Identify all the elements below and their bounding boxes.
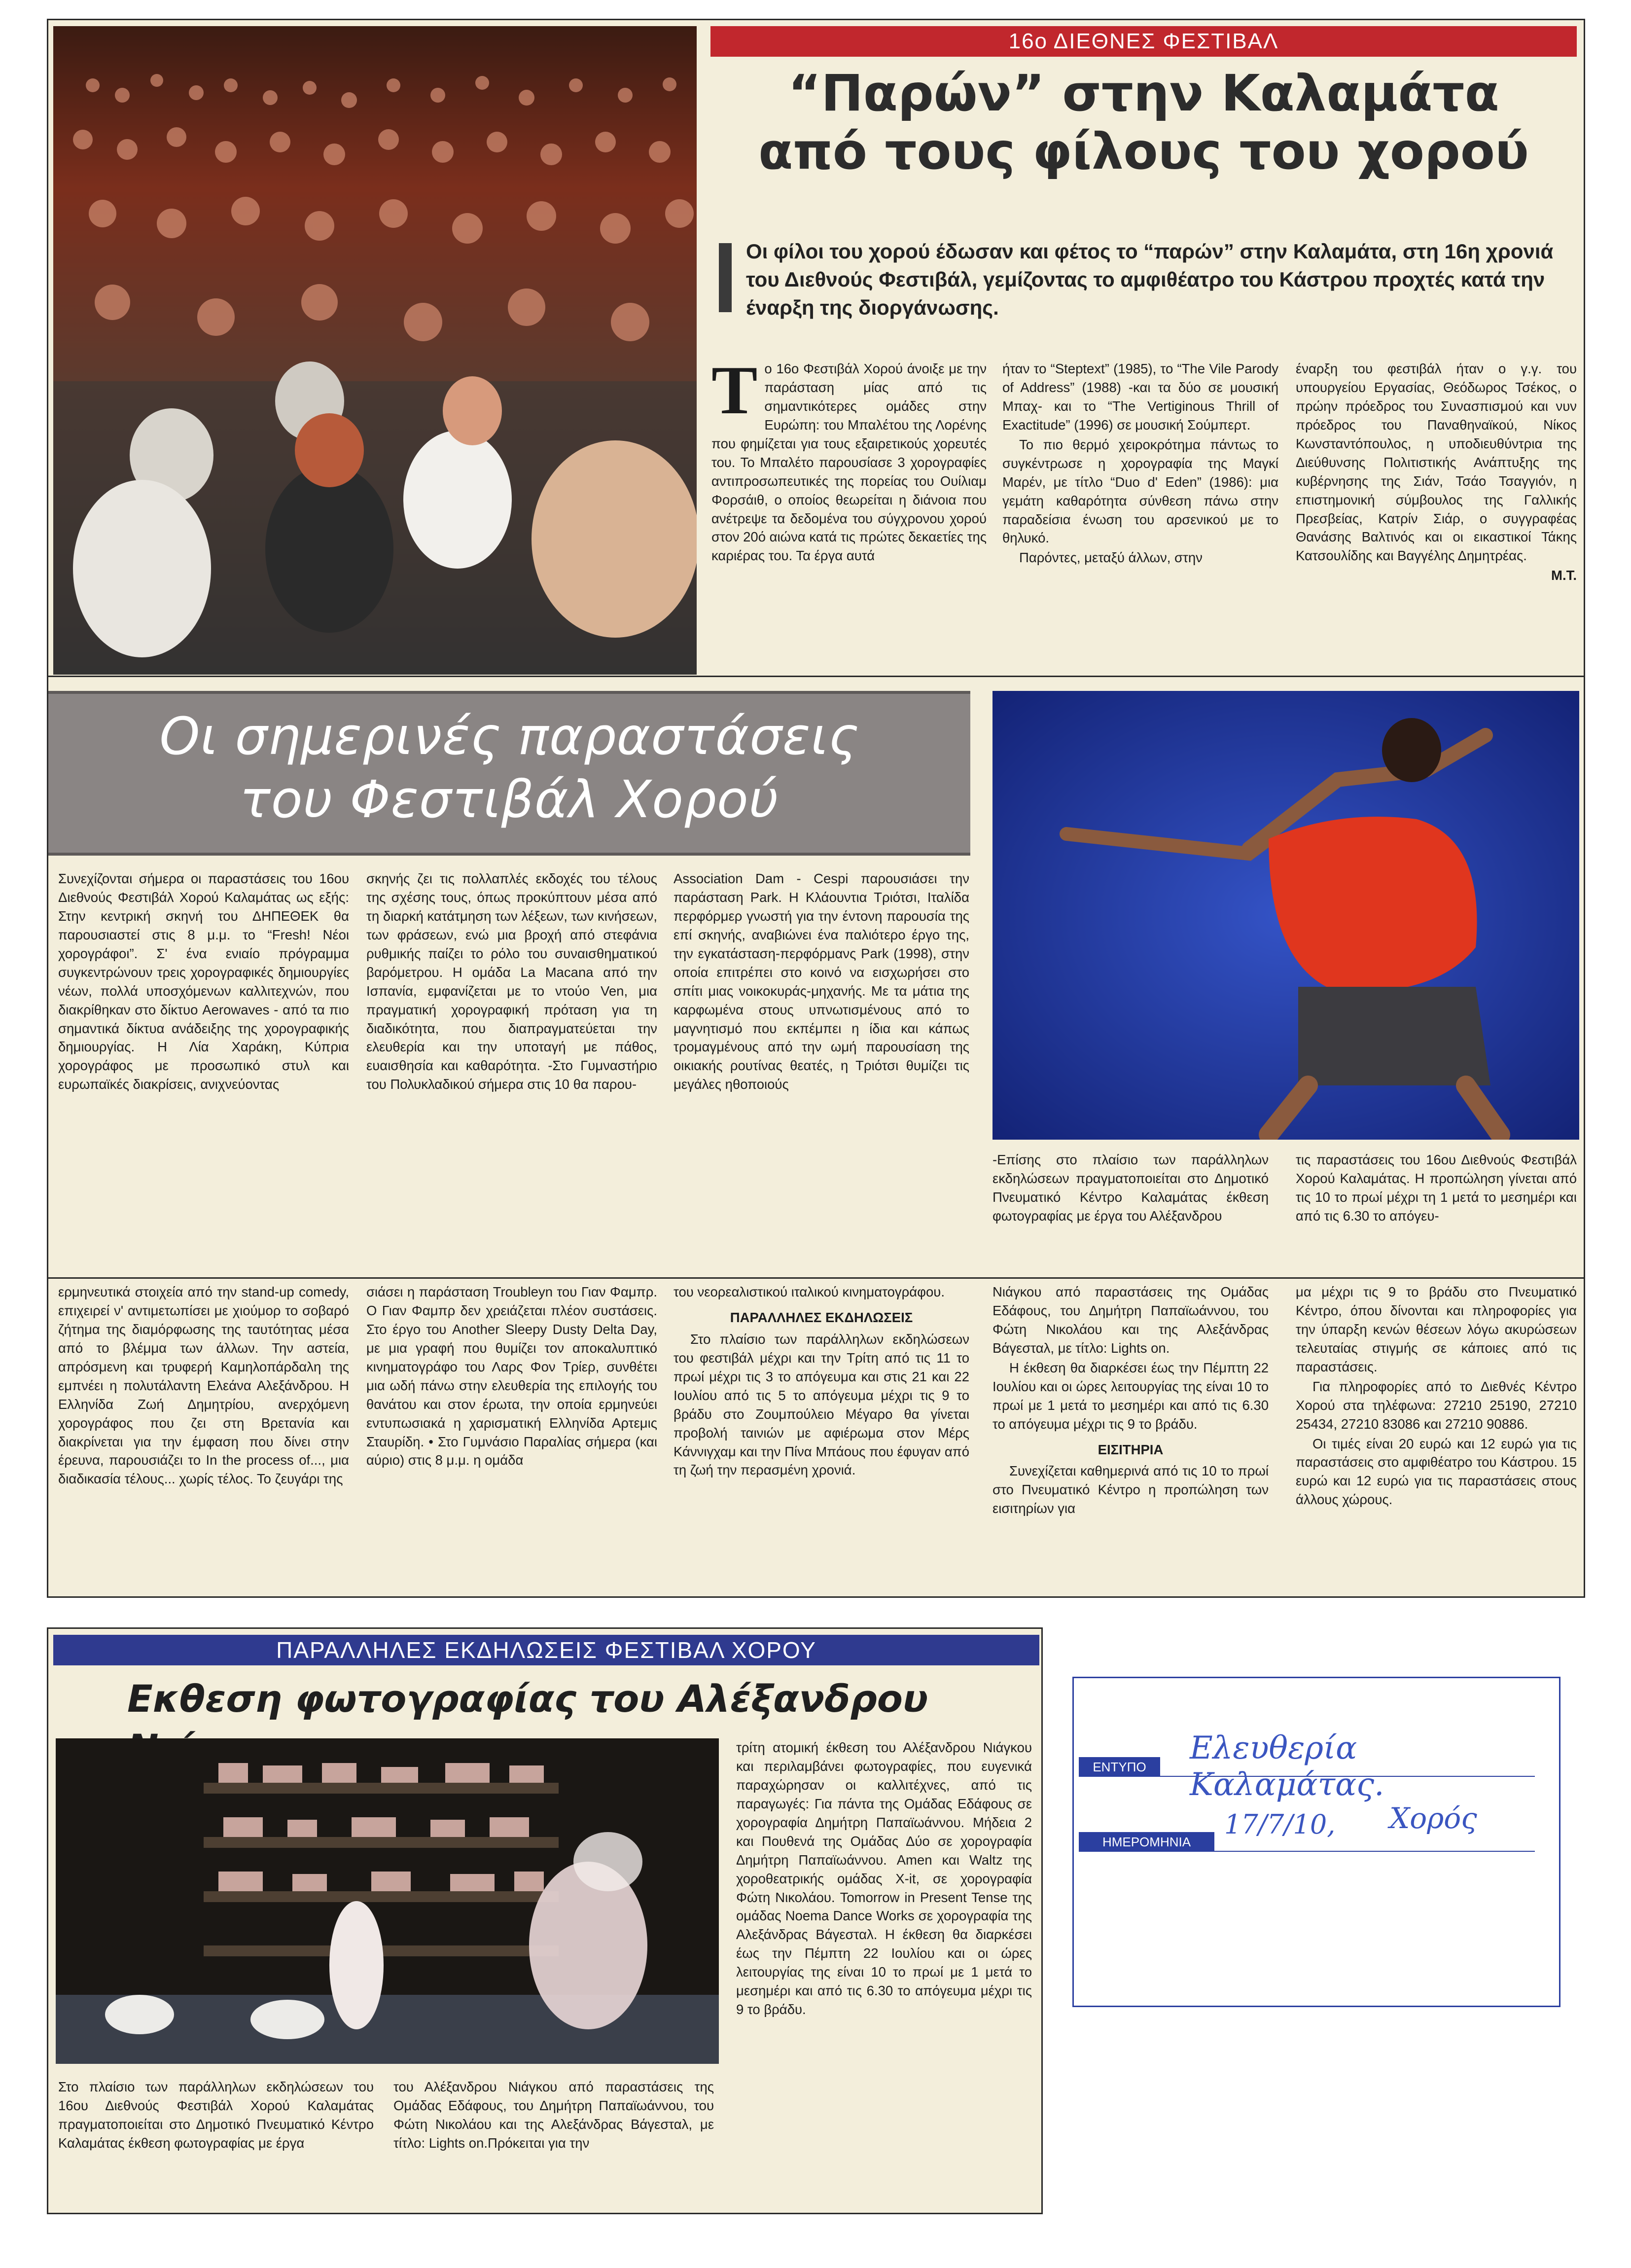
cont-col-3-heading: ΠΑΡΑΛΛΗΛΕΣ ΕΚΔΗΛΩΣΕΙΣ [730,1309,913,1325]
source-label-text: ΕΝΤΥΠΟ [1093,1760,1146,1774]
blue-band-text: ΠΑΡΑΛΛΗΛΕΣ ΕΚΔΗΛΩΣΕΙΣ ΦΕΣΤΙΒΑΛ ΧΟΡΟΥ [276,1637,816,1663]
gray-headline-line-1: Οι σημερινές παραστάσεις [159,706,859,766]
bottom-col-1 [58,2078,374,2206]
gray-headline-box [48,691,970,856]
cont-col-3-p1: του νεορεαλιστικού ιταλικού κινηματογράφου. [674,1284,945,1299]
mid-col-1-text: Συνεχίζονται σήμερα οι παραστάσεις του 16ου Διεθνούς Φεστιβάλ Χορού Καλαμάτας ως εξής: Στην κεντρική σκηνή του ΔΗΠΕΘΕΚ θα παρουσιαστεί στις 8 μ.μ. το “Fresh! Νέοι χορογράφοι”. Σ' ένα ενιαίο πρόγραμμα συγκεντρώνουν τρεις χορογραφικές δημιουργίες νέων, πολλά υποσχόμενων καλλιτεχνών, που διακρίθηκαν στο δίκτυο Aerowaves - από τα πιο σημαντικά δίκτυα ανάδειξης της χορογραφικής δημιουργίας. Η Λία Χαράκη, Κύπρια χορογράφος με προσωπικό στυλ και ευρωπαϊκές διακρίσεις, ανιχνεύοντας [58,871,349,1092]
stage-photo [56,1738,719,2064]
top-col-2-p2: Το πιο θερμό χειροκρότημα πάντως το συγκέντρωσε η χορογραφία της Μαγκί Μαρέν, με τίτλο “Duo d' Eden” (1986): μια γεμάτη καθαρότητα σύνθεση πάνω στην παραδείσια ένωση του αρσενικού με το θηλυκό. [1002,436,1278,546]
date-line [1214,1851,1535,1852]
dropcap: Τ [711,360,758,429]
top-col-3-text: έναρξη του φεστιβάλ ήταν ο γ.γ. του υπουργείου Εργασίας, Θεόδωρος Τσέκος, ο πρώην πρόεδρος του Συνασπισμού και νυν πρόεδρος του Παναθηναϊκού, Νίκος Κωνσταντόπουλος, η υποδιευθύντρια της Διεύθυνσης Πολιτιστικής Ανάπτυξης της κυβέρνησης της Σιάν, Τσάο Τσαγγιόν, η επιστημονική σύμβουλος της Γαλλικής Πρεσβείας, Κατρίν Σιάρ, ο συγγραφέας Θανάσης Βαλτινός και οι εικαστικοί Τάκης Κατσουλίδης και Βαγγέλης Δημητρέας. [1296,361,1577,564]
cont-col-5-p1: μα μέχρι τις 9 το βράδυ στο Πνευματικό Κέντρο, όπου δίνονται και πληροφορίες για την ύπαρξη κενών θέσεων λόγω ακυρώσεων τελευταίας στιγμής σε κάποιες από τις παραστάσεις. [1296,1284,1577,1374]
bottom-col-2 [393,2078,714,2206]
top-clipping [47,19,1585,692]
top-col-1 [711,360,987,680]
dancer-photo [993,691,1579,1140]
mid-col-2 [366,869,657,1291]
top-col-2-p1: ήταν το “Steptext” (1985), το “The Vile Parody of Address” (1988) -και τα δύο σε μουσική Μπαχ- και το “The Vertiginous Thrill of Exactitude” (1996) σε μουσική Σούμπερτ. [1002,361,1278,432]
cont-col-5-p2: Για πληροφορίες από το Διεθνές Κέντρο Χορού στα τηλέφωνα: 27210 25190, 27210 25434, 27210 83086 και 27210 90886. [1296,1378,1577,1432]
source-label [1079,1757,1160,1777]
mid-col-3 [674,869,969,1291]
continuation-clipping [47,1277,1585,1598]
signature: Μ.Τ. [1551,568,1577,583]
clipping-label [1072,1677,1560,2007]
top-col-2 [1002,360,1278,680]
cont-col-4-p2: Η έκθεση θα διαρκέσει έως την Πέμπτη 22 Ιουλίου και οι ώρες λειτουργίας της είναι 10 το πρωί με 1 μετά το μεσημέρι και από τις 6.30 το απόγευμα μέχρι τις 9 το βράδυ. [993,1360,1269,1432]
blue-band [53,1635,1039,1665]
cont-col-4-p1: Νιάγκου από παραστάσεις της Ομάδας Εδάφους, του Δημήτρη Παπαϊωάννου, του Φώτη Νικολάου και της Αλεξάνδρας Βάγεσταλ, με τίτλο: Lights on. [993,1284,1269,1356]
topic-value: Χορός [1389,1801,1477,1835]
bottom-col-1-text: Στο πλαίσιο των παράλληλων εκδηλώσεων του 16ου Διεθνούς Φεστιβάλ Χορού Καλαμάτας πραγματοποιείται στο Δημοτικό Πνευματικό Κέντρο Καλαμάτας έκθεση φωτογραφίας με έργα [58,2079,374,2151]
cont-col-3 [674,1283,969,1593]
date-value: 17/7/10, [1224,1809,1336,1840]
mid-col-2-text: σκηνής ζει τις πολλαπλές εκδοχές του τέλους της σχέσης τους, όπως προκύπτουν μέσα από τη διαρκή κατάτμηση των λέξεων, των κινήσεων, των φράσεων, ενώ μια βροχή από στεφάνια ρυθμικής παίζει το ρόλο του συναισθηματικού βαρόμετρου. Η ομάδα La Macana από την Ισπανία, εμφανίζεται με το ντούο Ven, μια πραγματική χορογραφική πρόταση για τη διαδικότητα, που διαπραγματεύεται την ελευθερία και την υποταγή με πάθος, ευαισθησία και καθαρότητα. -Στο Γυμναστήριο του Πολυκλαδικού σήμερα στις 10 θα παρου- [366,871,657,1092]
top-col-2-p3: Παρόντες, μεταξύ άλλων, στην [1019,550,1203,566]
date-label-text: ΗΜΕΡΟΜΗΝΙΑ [1102,1835,1191,1849]
mid-col-5-text: τις παραστάσεις του 16ου Διεθνούς Φεστιβάλ Χορού Καλαμάτας. Η προπώληση γίνεται από τις 10 το πρωί μέχρι τη 1 μετά το μεσημέρι και από τις 6.30 το απόγευ- [1296,1152,1577,1224]
headline-line-2: από τους φίλους του χορού [758,122,1529,181]
mid-col-4 [993,1151,1269,1294]
gray-headline-line-2: του Φεστιβάλ Χορού [240,769,779,829]
mid-col-1 [58,869,349,1291]
lead-bar [719,243,732,312]
date-label [1079,1832,1214,1852]
mid-col-5 [1296,1151,1577,1294]
top-col-3 [1296,360,1577,680]
cont-col-4 [993,1283,1269,1593]
headline-line-1: “Παρών” στην Καλαμάτα [788,64,1499,123]
bottom-right-col-text: τρίτη ατομική έκθεση του Αλέξανδρου Νιάγκου και περιλαμβάνει φωτογραφίες, που ευγενικά παραχώρησαν οι καλλιτέχνες, από τις παραγωγές: Για πάντα της Ομάδας Εδάφους σε χορογραφία Δημήτρη Παπαϊωάννου. Μήδεια 2 και Πουθενά της Ομάδας Δύο σε χορογραφία Δημήτρη Παπαϊωάννου. Amen και Waltz της χοροθεατρικής ομάδας X-it, σε χορογραφία Φώτη Νικολάου. Tomorrow in Present Tense της ομάδας Noema Dance Works σε χορογραφία της Αλεξάνδρας Βάγεσταλ. Η έκθεση θα διαρκέσει έως την Πέμπτη 22 Ιουλίου και οι ώρες λειτουργίας της είναι 10 το πρωί με 1 μετά το μεσημέρι και από τις 6.30 το απόγευμα μέχρι τις 9 το βράδυ. [736,1740,1032,2017]
kicker-bar [710,26,1577,57]
lead-paragraph: Οι φίλοι του χορού έδωσαν και φέτος το “παρών” στην Καλαμάτα, στη 16η χρονιά του Διεθνούς Φεστιβάλ, γεμίζοντας το αμφιθέατρο του Κάστρου προχτές κατά την έναρξη της διοργάνωσης. [746,240,1554,319]
kicker-text: 16ο ΔΙΕΘΝΕΣ ΦΕΣΤΙΒΑΛ [1008,29,1279,53]
top-col-1-text: ο 16ο Φεστιβάλ Χορού άνοιξε με την παράσταση μίας από τις σημαντικότερες ομάδες στην Ευρώπη: του Μπαλέτου της Λορένης που φημίζεται για τους εξαιρετικούς χορευτές του. Το Μπαλέτο παρουσίασε 3 χορογραφίες αντιπροσωπευτικές της πορείας του Ουίλιαμ Φορσάιθ, ο οποίος θεωρείται η διάνοια που ανέτρεψε τα δεδομένα του σύγχρονου χορού στον 20ό αιώνα κατά τις πρώτες δεκαετίες της καριέρας του. Τα έργα αυτά [711,361,987,564]
cont-col-1 [58,1283,349,1593]
bottom-headline: Εκθεση φωτογραφίας του Αλέξανδρου [127,1677,928,1721]
cont-col-5 [1296,1283,1577,1593]
mid-col-3-text: Association Dam - Cespi παρουσιάσει την παράσταση Park. Η Κλάουντια Τριότσι, Ιταλίδα περφόρμερ γνωστή για την έντονη παρουσία της επί σκηνής, αναβιώνει ένα παλιότερο έργο της, την εγκατάσταση-περφόρμανς Park (1998), στην οποία επιτρέπει στο κοινό να εισχωρήσει στο σπίτι μιας νοικοκυράς-μηχανής. Με τα μάτια της καρφωμένα στους υπνωτισμένους από το μαγνητισμό που εκπέμπει η ίδια και κάπως τρομαγμένους από την ωμή παρουσίαση της οικιακής ρουτίνας θεατές, η Τριότσι θυμίζει τις μεγάλες ηθοποιούς [674,871,969,1092]
cont-col-1-text: ερμηνευτικά στοιχεία από την stand-up comedy, επιχειρεί ν' αντιμετωπίσει με χιούμορ το σοβαρό ζήτημα της διαμόρφωσης της ταυτότητας μέσα από το βλέμμα των άλλων. Την αστεία, απρόσμενη και τρυφερή Καμηλοπάρδαλη της εμπνέει η πολυτάλαντη Ελεάνα Αλεξάνδρου. Η Ελληνίδα Ζωή Δημητρίου, ανερχόμενη χορογράφος που ζει στη Βρετανία και διακρίνεται για την έμφαση που δίνει στην έρευνα, παρουσιάζει το In the process of..., μια διαδικασία τέλους... χωρίς τέλος. Το ζευγάρι της [58,1284,349,1487]
cont-col-3-p2: Στο πλαίσιο των παράλληλων εκδηλώσεων του φεστιβάλ μέχρι και την Τρίτη από τις 11 το πρωί μέχρι τις 3 το απόγευμα και στις 21 και 22 Ιουλίου από τις 5 το απόγευμα μέχρι τις 9 το βράδυ στο Ζουμπούλειο Μέγαρο θα γίνεται προβολή ταινιών με αφιέρωμα στον Μέρς Κάννιγχαμ και την Πίνα Μπάους που έφυγαν από τη ζωή την περασμένη χρονιά. [674,1331,969,1478]
cont-col-2 [366,1283,657,1593]
gray-headline [48,705,970,831]
audience-photo [53,26,697,675]
mid-col-4-text: -Επίσης στο πλαίσιο των παράλληλων εκδηλώσεων πραγματοποιείται στο Δημοτικό Πνευματικό Κέντρο Καλαμάτας έκθεση φωτογραφίας με έργα του Αλέξανδρου [993,1152,1269,1224]
cont-col-4-heading: ΕΙΣΙΤΗΡΙΑ [1098,1441,1164,1457]
headline [710,65,1577,181]
bottom-right-col [736,1738,1032,2202]
bottom-col-2-text: του Αλέξανδρου Νιάγκου από παραστάσεις της Ομάδας Εδάφους, του Δημήτρη Παπαϊωάννου, του Φώτη Νικολάου και της Αλεξάνδρας Βάγεσταλ, με τίτλο: Lights on.Πρόκειται για την [393,2079,714,2151]
cont-col-2-text: σιάσει η παράσταση Troubleyn του Γιαν Φαμπρ. Ο Γιαν Φαμπρ δεν χρειάζεται πλέον συστάσεις. Στο έργο του Another Sleepy Dusty Delta Day, με μια γραφή που θυμίζει τον αποκαλυπτικό κινηματογράφο του Λαρς Φον Τρίερ, συνθέτει μια ωδή πάνω στην ελευθερία της επιλογής του θανάτου και στον έρωτα, την οποία ερμηνεύει εντυπωσιακά η χαρισματική Ελληνίδα Αρτεμις Σταυρίδη. • Στο Γυμνάσιο Παραλίας σήμερα (και αύριο) στις 8 μ.μ. η ομάδα [366,1284,657,1468]
cont-col-5-p3: Οι τιμές είναι 20 ευρώ και 12 ευρώ για τις παραστάσεις στο αμφιθέατρο του Κάστρου. 15 ευρώ και 12 ευρώ για τις παραστάσεις στους άλλους χώρους. [1296,1436,1577,1508]
source-value: Ελευθερία Καλαμάτας. [1190,1730,1384,1803]
bottom-clipping [47,1627,1043,2214]
cont-col-4-p3: Συνεχίζεται καθημερινά από τις 10 το πρωί στο Πνευματικό Κέντρο η προπώληση των εισιτηρίων για [993,1463,1269,1516]
middle-clipping [47,676,1585,1302]
